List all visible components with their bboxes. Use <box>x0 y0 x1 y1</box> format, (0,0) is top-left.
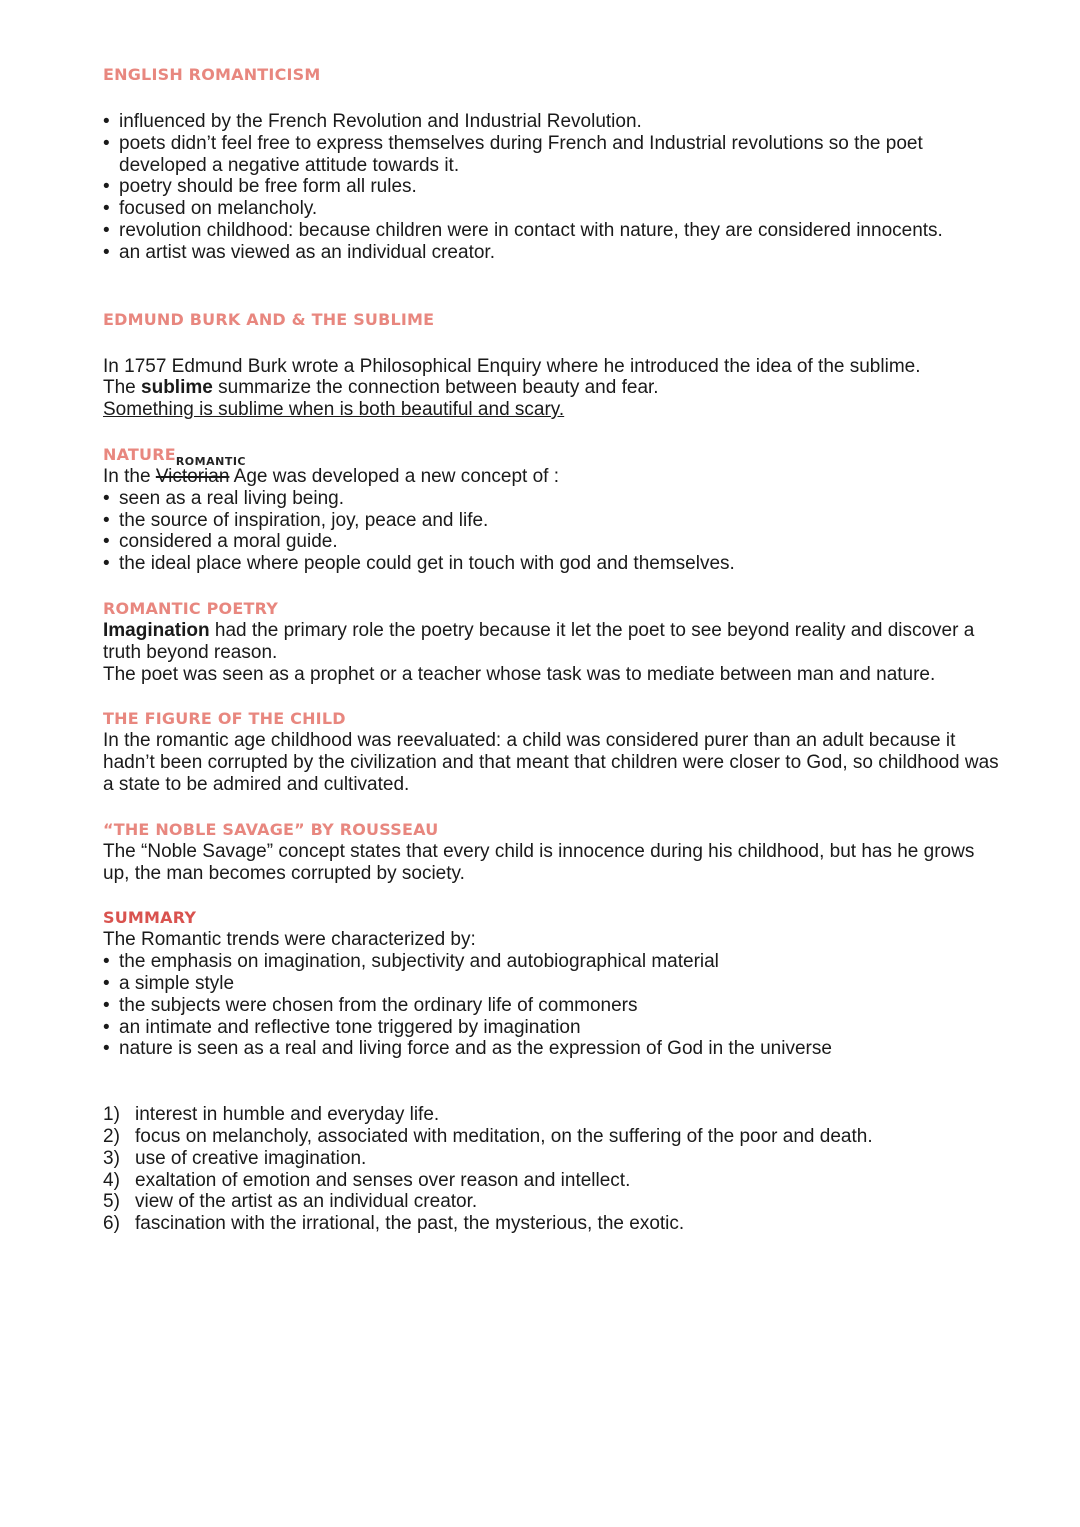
list-item: • the ideal place where people could get in touch with god and themselves. <box>103 553 1003 575</box>
romantic-poetry-p1-rest: had the primary role the poetry because it let the poet to see beyond reality and discover a truth beyond reason. <box>103 619 975 663</box>
list-item: • the subjects were chosen from the ordinary life of commoners <box>103 995 1003 1017</box>
section-romantic-poetry <box>103 598 1003 685</box>
section-noble-savage <box>103 819 1003 885</box>
item-number: 5) <box>103 1191 120 1213</box>
heading-sublime: EDMUND BURK AND & THE SUBLIME <box>103 309 435 329</box>
heading-noble-savage: “THE NOBLE SAVAGE” BY ROUSSEAU <box>103 819 439 839</box>
item-number: 1) <box>103 1104 120 1126</box>
nature-list <box>103 488 1003 575</box>
noble-savage-text: The “Noble Savage” concept states that every child is innocence during his childhood, but has he grows up, the man becomes corrupted by society. <box>103 840 975 884</box>
heading-figure-of-child: THE FIGURE OF THE CHILD <box>103 709 346 729</box>
item-number: 2) <box>103 1125 120 1147</box>
item-text: fascination with the irrational, the past, the mysterious, the exotic. <box>135 1213 685 1235</box>
romantic-poetry-p1 <box>103 620 1003 664</box>
handwritten-correction <box>155 454 246 488</box>
summary-intro: The Romantic trends were characterized by: <box>103 929 476 951</box>
numbered-item <box>103 1170 1003 1192</box>
sublime-line-1: In 1757 Edmund Burk wrote a Philosophical Enquiry where he introduced the idea of the sublime. <box>103 355 921 377</box>
struck-word: Victorian <box>155 465 230 487</box>
item-text: exaltation of emotion and senses over reason and intellect. <box>135 1169 631 1191</box>
romantic-poetry-p2: The poet was seen as a prophet or a teacher whose task was to mediate between man and nature. <box>103 663 936 685</box>
list-item: • considered a moral guide. <box>103 531 1003 553</box>
item-text: use of creative imagination. <box>135 1147 367 1169</box>
child-text: In the romantic age childhood was reevaluated: a child was considered purer than an adult because it hadn’t been corrupted by the civilization and that meant that children were closer to God, so childhood was a state to be admired and cultivated. <box>103 730 999 795</box>
notes-page <box>103 64 1003 1235</box>
list-item: • an intimate and reflective tone triggered by imagination <box>103 1017 1003 1039</box>
nature-intro-prefix: In the <box>103 465 156 487</box>
list-item: • nature is seen as a real and living force and as the expression of God in the universe <box>103 1038 1003 1060</box>
item-text: view of the artist as an individual creator. <box>135 1191 478 1213</box>
summary-list <box>103 951 1003 1060</box>
heading-romantic-poetry: ROMANTIC POETRY <box>103 598 278 618</box>
list-item: • focused on melancholy. <box>103 198 1003 220</box>
english-romanticism-list <box>103 111 1003 264</box>
numbered-item <box>103 1104 1003 1126</box>
item-number: 6) <box>103 1213 120 1235</box>
list-item: • seen as a real living being. <box>103 488 1003 510</box>
imagination-term: Imagination <box>103 619 210 641</box>
sublime-definition: Something is sublime when is both beautiful and scary. <box>103 399 565 421</box>
nature-intro-rest: Age was developed a new concept of : <box>229 465 559 487</box>
list-item: • a simple style <box>103 973 1003 995</box>
handwritten-insert: ROMANTIC <box>175 454 246 468</box>
sublime-line-2-rest: summarize the connection between beauty and fear. <box>212 377 659 399</box>
section-sublime <box>103 309 1003 421</box>
list-item: • revolution childhood: because children were in contact with nature, they are considered innocents. <box>103 220 1003 242</box>
sublime-line-2-prefix: The <box>103 377 142 399</box>
numbered-item <box>103 1126 1003 1148</box>
summary-numbered-list <box>103 1104 1003 1235</box>
list-item: • the source of inspiration, joy, peace and life. <box>103 510 1003 532</box>
item-text: focus on melancholy, associated with meditation, on the suffering of the poor and death. <box>135 1125 873 1147</box>
numbered-item <box>103 1148 1003 1170</box>
list-item: • influenced by the French Revolution and Industrial Revolution. <box>103 111 1003 133</box>
item-number: 3) <box>103 1147 120 1169</box>
heading-english-romanticism: ENGLISH ROMANTICISM <box>103 65 321 84</box>
section-english-romanticism <box>103 64 1003 264</box>
section-nature <box>103 444 1003 575</box>
item-text: interest in humble and everyday life. <box>135 1104 440 1126</box>
numbered-item <box>103 1213 1003 1235</box>
list-item: • an artist was viewed as an individual creator. <box>103 242 1003 264</box>
numbered-item <box>103 1191 1003 1213</box>
sublime-line-2 <box>103 377 1003 399</box>
section-summary <box>103 907 1003 1235</box>
heading-nature: NATURE <box>103 444 176 464</box>
list-item: • poets didn’t feel free to express themselves during French and Industrial revolutions so the poet developed a negative attitude towards it. <box>103 133 1003 177</box>
sublime-term: sublime <box>141 377 213 399</box>
heading-summary: SUMMARY <box>103 908 197 928</box>
section-figure-of-child <box>103 708 1003 795</box>
list-item: • the emphasis on imagination, subjectivity and autobiographical material <box>103 951 1003 973</box>
list-item: • poetry should be free form all rules. <box>103 176 1003 198</box>
item-number: 4) <box>103 1169 120 1191</box>
